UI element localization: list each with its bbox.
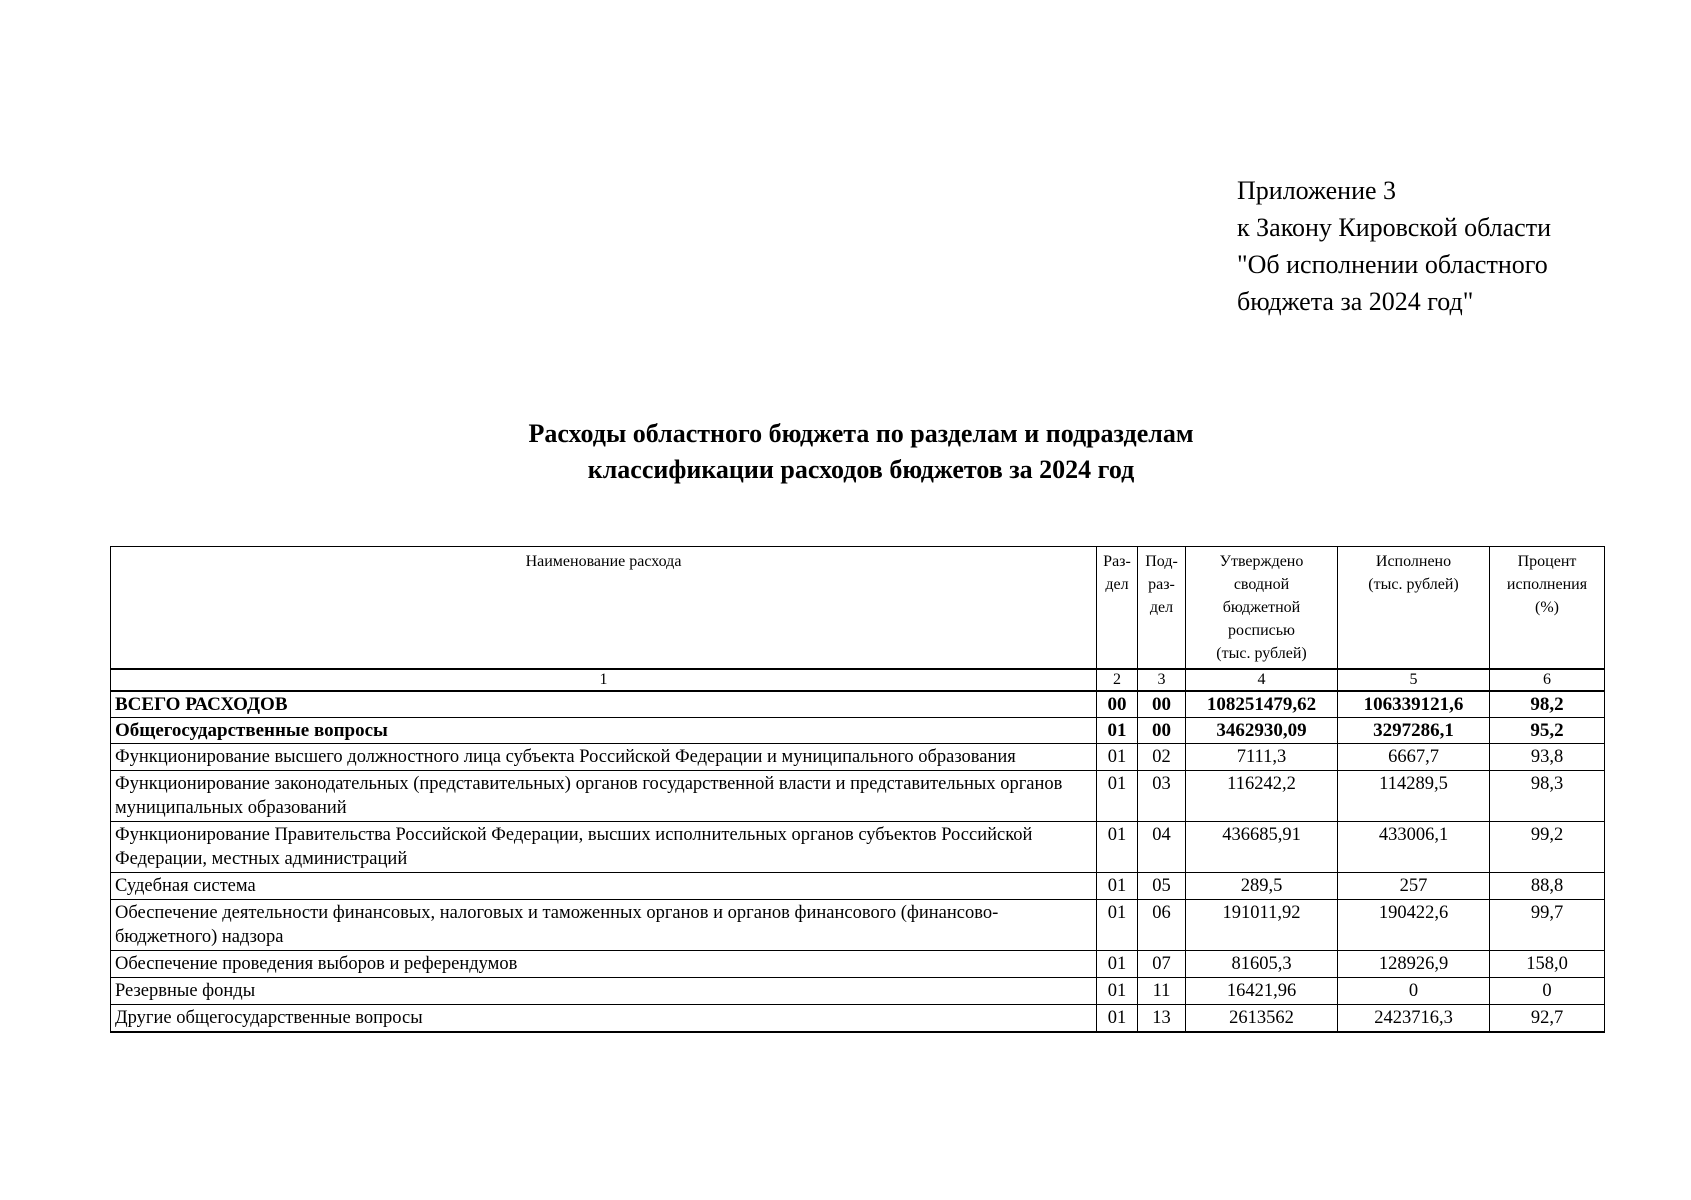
header-percent: Процент исполнения (%) [1490,547,1605,670]
cell-section: 01 [1097,1005,1138,1033]
appendix-note [1237,172,1551,320]
cell-section: 00 [1097,691,1138,718]
cell-name: Судебная система [111,873,1097,900]
cell-section: 01 [1097,771,1138,822]
cell-percent: 158,0 [1490,951,1605,978]
column-number: 1 [111,669,1097,691]
cell-percent: 99,7 [1490,900,1605,951]
cell-percent: 88,8 [1490,873,1605,900]
cell-executed: 0 [1338,978,1490,1005]
cell-name: Другие общегосударственные вопросы [111,1005,1097,1033]
appendix-line-1: Приложение 3 [1237,176,1397,205]
cell-name: Функционирование высшего должностного лица субъекта Российской Федерации и муниципального образования [111,744,1097,771]
cell-name: Функционирование законодательных (представительных) органов государственной власти и представительных органов муниципальных образований [111,771,1097,822]
column-number-row [111,669,1605,691]
cell-executed: 433006,1 [1338,822,1490,873]
cell-subsection: 03 [1138,771,1186,822]
cell-executed: 190422,6 [1338,900,1490,951]
appendix-line-2: к Закону Кировской области [1237,213,1551,242]
column-number: 3 [1138,669,1186,691]
header-subsection: Под- раз- дел [1138,547,1186,670]
header-row [111,547,1605,670]
cell-executed: 114289,5 [1338,771,1490,822]
cell-executed: 2423716,3 [1338,1005,1490,1033]
column-number: 6 [1490,669,1605,691]
column-number: 4 [1186,669,1338,691]
title-line-2: классификации расходов бюджетов за 2024 год [587,455,1135,484]
cell-section: 01 [1097,978,1138,1005]
cell-approved: 7111,3 [1186,744,1338,771]
cell-approved: 3462930,09 [1186,718,1338,744]
document-title [0,416,1691,488]
cell-approved: 2613562 [1186,1005,1338,1033]
cell-subsection: 02 [1138,744,1186,771]
cell-approved: 108251479,62 [1186,691,1338,718]
appendix-line-4: бюджета за 2024 год" [1237,287,1474,316]
table-row [111,873,1605,900]
cell-approved: 16421,96 [1186,978,1338,1005]
cell-section: 01 [1097,718,1138,744]
cell-name: Обеспечение проведения выборов и референдумов [111,951,1097,978]
cell-subsection: 05 [1138,873,1186,900]
cell-subsection: 11 [1138,978,1186,1005]
title-line-1: Расходы областного бюджета по разделам и подразделам [528,419,1194,448]
cell-subsection: 06 [1138,900,1186,951]
cell-executed: 6667,7 [1338,744,1490,771]
cell-approved: 81605,3 [1186,951,1338,978]
cell-section: 01 [1097,744,1138,771]
expenditure-table [110,546,1605,1033]
cell-percent: 92,7 [1490,1005,1605,1033]
cell-executed: 106339121,6 [1338,691,1490,718]
table-row [111,771,1605,822]
cell-section: 01 [1097,951,1138,978]
cell-percent: 98,3 [1490,771,1605,822]
column-number: 5 [1338,669,1490,691]
cell-percent: 95,2 [1490,718,1605,744]
cell-section: 01 [1097,873,1138,900]
cell-percent: 93,8 [1490,744,1605,771]
cell-executed: 257 [1338,873,1490,900]
cell-executed: 3297286,1 [1338,718,1490,744]
cell-percent: 99,2 [1490,822,1605,873]
cell-approved: 289,5 [1186,873,1338,900]
cell-section: 01 [1097,900,1138,951]
table-row [111,978,1605,1005]
header-executed: Исполнено (тыс. рублей) [1338,547,1490,670]
table-body [111,691,1605,1032]
table-row [111,718,1605,744]
cell-percent: 0 [1490,978,1605,1005]
header-section: Раз- дел [1097,547,1138,670]
cell-name: Резервные фонды [111,978,1097,1005]
cell-section: 01 [1097,822,1138,873]
cell-subsection: 13 [1138,1005,1186,1033]
cell-name: Обеспечение деятельности финансовых, налоговых и таможенных органов и органов финансового (финансово-бюджетного) надзора [111,900,1097,951]
header-approved: Утверждено сводной бюджетной росписью (тыс. рублей) [1186,547,1338,670]
table-row [111,691,1605,718]
appendix-line-3: "Об исполнении областного [1237,250,1548,279]
cell-executed: 128926,9 [1338,951,1490,978]
cell-percent: 98,2 [1490,691,1605,718]
cell-name: ВСЕГО РАСХОДОВ [111,691,1097,718]
header-name: Наименование расхода [111,547,1097,670]
table-row [111,900,1605,951]
cell-subsection: 07 [1138,951,1186,978]
cell-approved: 116242,2 [1186,771,1338,822]
cell-subsection: 00 [1138,718,1186,744]
cell-approved: 436685,91 [1186,822,1338,873]
column-number: 2 [1097,669,1138,691]
cell-approved: 191011,92 [1186,900,1338,951]
table-row [111,951,1605,978]
cell-subsection: 00 [1138,691,1186,718]
table-row [111,1005,1605,1033]
table-row [111,744,1605,771]
cell-name: Функционирование Правительства Российской Федерации, высших исполнительных органов субъектов Российской Федерации, местных администраций [111,822,1097,873]
table-row [111,822,1605,873]
cell-subsection: 04 [1138,822,1186,873]
cell-name: Общегосударственные вопросы [111,718,1097,744]
